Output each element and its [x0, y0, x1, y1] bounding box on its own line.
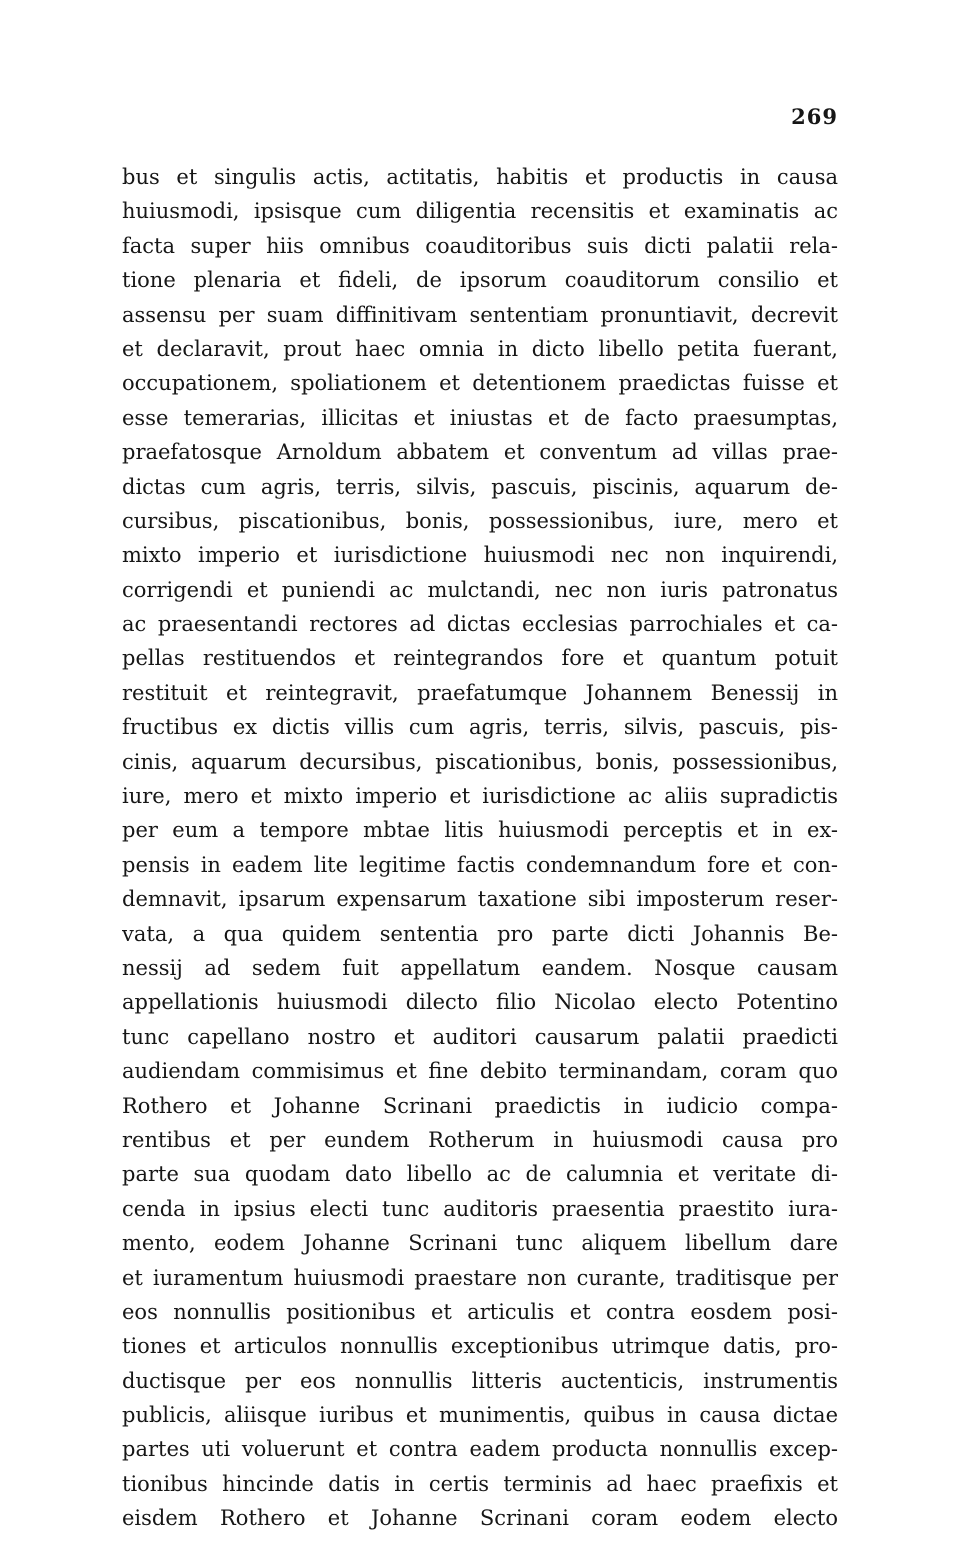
text-line: cursibus, piscationibus, bonis, possessionibus, iure, mero et — [122, 508, 838, 533]
text-line: iure, mero et mixto imperio et iurisdictione ac aliis supradictis — [122, 784, 838, 809]
text-line: ductisque per eos nonnullis litteris auctenticis, instrumentis — [122, 1368, 838, 1393]
page-number: 269 — [791, 104, 838, 129]
text-line: vata, a qua quidem sententia pro parte dicti Johannis Be- — [122, 921, 838, 946]
body-text — [122, 160, 838, 1536]
text-line: mixto imperio et iurisdictione huiusmodi nec non inquirendi, — [122, 543, 838, 568]
text-line: publicis, aliisque iuribus et munimentis, quibus in causa dictae — [122, 1403, 838, 1428]
text-line: et iuramentum huiusmodi praestare non curante, traditisque per — [122, 1265, 838, 1290]
text-line: tionibus hincinde datis in certis terminis ad haec praefixis et — [122, 1471, 838, 1496]
text-line: cenda in ipsius electi tunc auditoris praesentia praestito iura- — [122, 1196, 838, 1221]
text-line: rentibus et per eundem Rotherum in huiusmodi causa pro — [122, 1127, 838, 1152]
text-line: assensu per suam diffinitivam sententiam pronuntiavit, decrevit — [122, 302, 838, 327]
text-line: audiendam commisimus et fine debito terminandam, coram quo — [122, 1059, 838, 1084]
text-line: nessij ad sedem fuit appellatum eandem. Nosque causam — [122, 955, 838, 980]
text-line: pellas restituendos et reintegrandos fore et quantum potuit — [122, 646, 838, 671]
text-line: corrigendi et puniendi ac mulctandi, nec non iuris patronatus — [122, 577, 838, 602]
text-line: partes uti voluerunt et contra eadem producta nonnullis excep- — [122, 1437, 838, 1462]
text-line: fructibus ex dictis villis cum agris, terris, silvis, pascuis, pis- — [122, 715, 838, 740]
text-line: mento, eodem Johanne Scrinani tunc aliquem libellum dare — [122, 1231, 838, 1256]
text-line: bus et singulis actis, actitatis, habitis et productis in causa — [122, 165, 838, 189]
text-line: demnavit, ipsarum expensarum taxatione sibi imposterum reser- — [122, 887, 838, 912]
text-line: ac praesentandi rectores ad dictas ecclesias parrochiales et ca- — [122, 612, 838, 637]
text-line: restituit et reintegravit, praefatumque Johannem Benessij in — [122, 680, 838, 705]
text-line: huiusmodi, ipsisque cum diligentia recensitis et examinatis ac — [122, 199, 838, 224]
text-line: esse temerarias, illicitas et iniustas et de facto praesumptas, — [122, 405, 838, 430]
text-line: tiones et articulos nonnullis exceptionibus utrimque datis, pro- — [122, 1334, 838, 1359]
text-line: eos nonnullis positionibus et articulis et contra eosdem posi- — [122, 1299, 838, 1324]
text-line: dictas cum agris, terris, silvis, pascuis, piscinis, aquarum de- — [122, 474, 838, 499]
text-line: parte sua quodam dato libello ac de calumnia et veritate di- — [122, 1162, 838, 1187]
text-line: cinis, aquarum decursibus, piscationibus, bonis, possessionibus, — [122, 749, 838, 774]
text-line: facta super hiis omnibus coauditoribus suis dicti palatii rela- — [122, 233, 838, 258]
text-line: appellationis huiusmodi dilecto filio Nicolao electo Potentino — [122, 990, 838, 1015]
text-line: praefatosque Arnoldum abbatem et conventum ad villas prae- — [122, 440, 838, 465]
text-line: per eum a tempore mbtae litis huiusmodi perceptis et in ex- — [122, 818, 838, 843]
text-line: tunc capellano nostro et auditori causarum palatii praedicti — [122, 1024, 838, 1049]
text-line: pensis in eadem lite legitime factis condemnandum fore et con- — [122, 852, 838, 877]
text-line: tione plenaria et fideli, de ipsorum coauditorum consilio et — [122, 268, 838, 293]
text-line: Rothero et Johanne Scrinani praedictis in iudicio compa- — [122, 1093, 838, 1118]
text-line: occupationem, spoliationem et detentionem praedictas fuisse et — [122, 371, 838, 396]
text-line: et declaravit, prout haec omnia in dicto libello petita fuerant, — [122, 336, 838, 361]
text-line: eisdem Rothero et Johanne Scrinani coram eodem electo — [122, 1506, 838, 1531]
